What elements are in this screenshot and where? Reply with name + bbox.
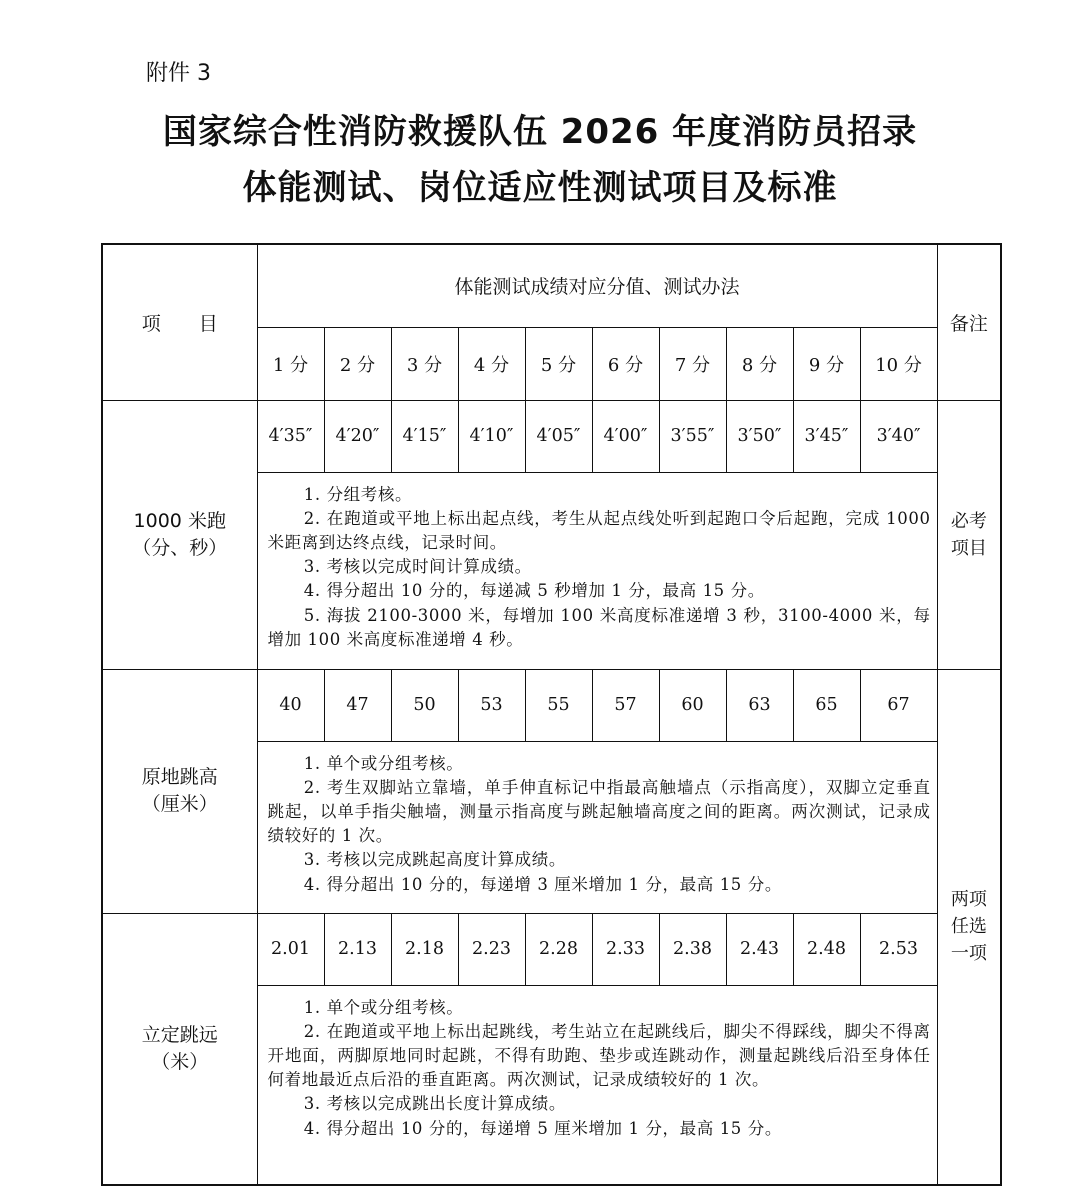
note-required bbox=[937, 400, 1001, 669]
header-note: 备注 bbox=[937, 244, 1001, 400]
method-line: 2. 考生双脚站立靠墙，单手伸直标记中指最高触墙点（示指高度），双脚立定垂直跳起，以单手指尖触墙，测量示指高度与跳起触墙高度之间的距离。两次测试，记录成绩较好的 1 次。 bbox=[267, 777, 931, 846]
score-header: 7 分 bbox=[659, 327, 726, 400]
score-header: 5 分 bbox=[525, 327, 592, 400]
standard-value: 53 bbox=[458, 669, 525, 741]
method-line: 3. 考核以完成时间计算成绩。 bbox=[303, 557, 532, 577]
method-line: 5. 海拔 2100-3000 米，每增加 100 米高度标准递增 3 秒，3100-4000 米，每增加 100 米高度标准递增 4 秒。 bbox=[267, 605, 931, 649]
standard-value: 67 bbox=[860, 669, 937, 741]
score-header: 3 分 bbox=[391, 327, 458, 400]
item-standing-high-jump bbox=[102, 669, 257, 913]
method-line: 1. 分组考核。 bbox=[303, 484, 413, 504]
standard-value: 40 bbox=[257, 669, 324, 741]
standard-value: 4′00″ bbox=[592, 400, 659, 472]
standard-value: 50 bbox=[391, 669, 458, 741]
standards-table bbox=[101, 243, 1002, 1186]
item-name: 1000 米跑 bbox=[133, 509, 226, 532]
standard-value: 63 bbox=[726, 669, 793, 741]
header-group: 体能测试成绩对应分值、测试办法 bbox=[257, 244, 937, 327]
standard-value: 4′15″ bbox=[391, 400, 458, 472]
standard-value: 2.13 bbox=[324, 913, 391, 985]
item-unit: （分、秒） bbox=[132, 536, 228, 559]
method-line: 4. 得分超出 10 分的，每递增 3 厘米增加 1 分，最高 15 分。 bbox=[303, 874, 782, 894]
standard-value: 4′10″ bbox=[458, 400, 525, 472]
standard-value: 65 bbox=[793, 669, 860, 741]
note-line: 项目 bbox=[950, 537, 987, 559]
standard-value: 2.23 bbox=[458, 913, 525, 985]
score-header: 8 分 bbox=[726, 327, 793, 400]
method-line: 1. 单个或分组考核。 bbox=[303, 753, 464, 773]
standard-value: 3′40″ bbox=[860, 400, 937, 472]
standard-value: 2.38 bbox=[659, 913, 726, 985]
note-line: 一项 bbox=[950, 943, 987, 965]
test-method bbox=[257, 472, 937, 669]
item-1000m-run bbox=[102, 400, 257, 669]
standard-value: 2.53 bbox=[860, 913, 937, 985]
score-header: 6 分 bbox=[592, 327, 659, 400]
test-method bbox=[257, 985, 937, 1185]
standard-value: 2.18 bbox=[391, 913, 458, 985]
standard-value: 4′35″ bbox=[257, 400, 324, 472]
item-unit: （米） bbox=[151, 1050, 209, 1073]
standard-value: 2.33 bbox=[592, 913, 659, 985]
method-line: 2. 在跑道或平地上标出起点线，考生从起点线处听到起跑口令后起跑，完成 1000 米距离到达终点线，记录时间。 bbox=[267, 508, 931, 552]
note-choose-one bbox=[937, 669, 1001, 1185]
score-header: 10 分 bbox=[860, 327, 937, 400]
standard-value: 4′05″ bbox=[525, 400, 592, 472]
item-standing-long-jump bbox=[102, 913, 257, 1185]
document-title-line2: 体能测试、岗位适应性测试项目及标准 bbox=[242, 168, 838, 208]
method-line: 3. 考核以完成跳起高度计算成绩。 bbox=[303, 850, 566, 870]
note-line: 两项 bbox=[950, 889, 987, 911]
note-line: 任选 bbox=[950, 916, 987, 938]
item-name: 立定跳远 bbox=[141, 1023, 218, 1046]
item-name: 原地跳高 bbox=[141, 766, 218, 788]
method-line: 1. 单个或分组考核。 bbox=[303, 997, 464, 1017]
standard-value: 3′55″ bbox=[659, 400, 726, 472]
score-header: 2 分 bbox=[324, 327, 391, 400]
standard-value: 2.28 bbox=[525, 913, 592, 985]
document-title-line1: 国家综合性消防救援队伍 2026 年度消防员招录 bbox=[162, 112, 918, 152]
note-line: 必考 bbox=[950, 510, 987, 532]
method-line: 3. 考核以完成跳出长度计算成绩。 bbox=[303, 1094, 566, 1114]
standard-value: 3′50″ bbox=[726, 400, 793, 472]
method-line: 4. 得分超出 10 分的，每递增 5 厘米增加 1 分，最高 15 分。 bbox=[303, 1118, 782, 1138]
standard-value: 3′45″ bbox=[793, 400, 860, 472]
test-method bbox=[257, 741, 937, 913]
standard-value: 60 bbox=[659, 669, 726, 741]
standard-value: 4′20″ bbox=[324, 400, 391, 472]
attachment-label: 附件 3 bbox=[146, 61, 211, 86]
header-item: 项 目 bbox=[102, 244, 257, 400]
score-header: 4 分 bbox=[458, 327, 525, 400]
item-unit: （厘米） bbox=[141, 793, 218, 815]
score-header: 9 分 bbox=[793, 327, 860, 400]
standard-value: 2.43 bbox=[726, 913, 793, 985]
score-header: 1 分 bbox=[257, 327, 324, 400]
method-line: 4. 得分超出 10 分的，每递减 5 秒增加 1 分，最高 15 分。 bbox=[303, 581, 765, 601]
standard-value: 2.01 bbox=[257, 913, 324, 985]
standard-value: 47 bbox=[324, 669, 391, 741]
standard-value: 57 bbox=[592, 669, 659, 741]
standard-value: 2.48 bbox=[793, 913, 860, 985]
method-line: 2. 在跑道或平地上标出起跳线，考生站立在起跳线后，脚尖不得踩线，脚尖不得离开地面，两脚原地同时起跳，不得有助跑、垫步或连跳动作，测量起跳线后沿至身体任何着地最近点后沿的垂直距离。两次测试，记录成绩较好的 1 次。 bbox=[267, 1021, 931, 1090]
standard-value: 55 bbox=[525, 669, 592, 741]
